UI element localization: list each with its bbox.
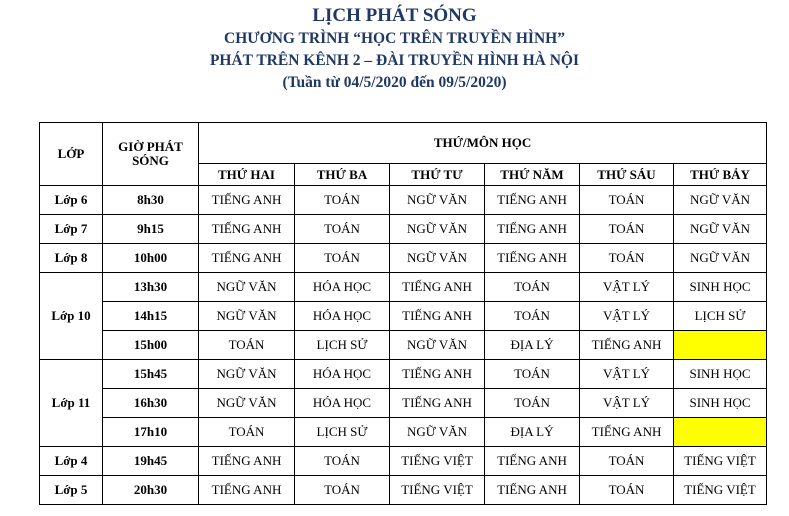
subject-cell: TOÁN: [295, 244, 390, 273]
subject-cell: NGỮ VĂN: [674, 215, 767, 244]
class-cell: Lớp 11: [40, 360, 103, 447]
table-row: [40, 186, 767, 215]
subject-cell: TOÁN: [580, 186, 674, 215]
subject-cell: VẬT LÝ: [580, 302, 674, 331]
subject-cell: TIẾNG ANH: [580, 418, 674, 447]
header-day: THỨ BẢY: [674, 164, 767, 186]
subject-cell: TOÁN: [485, 302, 580, 331]
subject-cell: TOÁN: [295, 476, 390, 505]
time-cell: 8h30: [103, 186, 199, 215]
subject-cell: TIẾNG ANH: [199, 476, 295, 505]
subject-cell: TIẾNG VIỆT: [390, 447, 485, 476]
class-cell: Lớp 4: [40, 447, 103, 476]
header-day: THỨ BA: [295, 164, 390, 186]
time-cell: 10h00: [103, 244, 199, 273]
subject-cell: LỊCH SỬ: [295, 331, 390, 360]
subject-cell: LỊCH SỬ: [674, 302, 767, 331]
subject-cell: NGỮ VĂN: [674, 186, 767, 215]
subject-cell: TOÁN: [295, 215, 390, 244]
header-day: THỨ TƯ: [390, 164, 485, 186]
subject-cell: TIẾNG ANH: [199, 447, 295, 476]
subject-cell: TOÁN: [485, 360, 580, 389]
subtitle-program: CHƯƠNG TRÌNH “HỌC TRÊN TRUYỀN HÌNH”: [224, 30, 565, 47]
header-gio: GIỜ PHÁT SÓNG: [103, 123, 199, 186]
subject-cell: TOÁN: [199, 331, 295, 360]
header-day: THỨ HAI: [199, 164, 295, 186]
subject-cell: HÓA HỌC: [295, 389, 390, 418]
subject-cell: VẬT LÝ: [580, 273, 674, 302]
time-cell: 20h30: [103, 476, 199, 505]
empty-highlight-cell: [674, 418, 767, 447]
subject-cell: TIẾNG ANH: [485, 447, 580, 476]
table-row: [40, 273, 767, 302]
subject-cell: NGỮ VĂN: [199, 302, 295, 331]
subject-cell: HÓA HỌC: [295, 302, 390, 331]
time-cell: 17h10: [103, 418, 199, 447]
time-cell: 15h45: [103, 360, 199, 389]
subject-cell: NGỮ VĂN: [674, 244, 767, 273]
subject-cell: TIẾNG ANH: [199, 215, 295, 244]
subject-cell: NGỮ VĂN: [199, 389, 295, 418]
header-day: THỨ SÁU: [580, 164, 674, 186]
subject-cell: TOÁN: [580, 447, 674, 476]
header-lop: LỚP: [40, 123, 103, 186]
class-cell: Lớp 5: [40, 476, 103, 505]
table-row: [40, 389, 767, 418]
subject-cell: NGỮ VĂN: [390, 186, 485, 215]
time-cell: 15h00: [103, 331, 199, 360]
subject-cell: TIẾNG ANH: [199, 186, 295, 215]
time-cell: 14h15: [103, 302, 199, 331]
subject-cell: SINH HỌC: [674, 273, 767, 302]
schedule-table: [39, 122, 767, 505]
subject-cell: NGỮ VĂN: [390, 418, 485, 447]
subject-cell: TOÁN: [295, 447, 390, 476]
class-cell: Lớp 8: [40, 244, 103, 273]
subject-cell: TIẾNG ANH: [390, 389, 485, 418]
subject-cell: TIẾNG VIỆT: [674, 476, 767, 505]
table-row: [40, 418, 767, 447]
subject-cell: TIẾNG ANH: [485, 244, 580, 273]
class-cell: Lớp 6: [40, 186, 103, 215]
subject-cell: TOÁN: [580, 476, 674, 505]
subject-cell: TIẾNG ANH: [199, 244, 295, 273]
subject-cell: TIẾNG VIỆT: [674, 447, 767, 476]
subject-cell: VẬT LÝ: [580, 360, 674, 389]
subject-cell: NGỮ VĂN: [390, 215, 485, 244]
time-cell: 19h45: [103, 447, 199, 476]
subject-cell: HÓA HỌC: [295, 273, 390, 302]
table-row: [40, 302, 767, 331]
subject-cell: SINH HỌC: [674, 360, 767, 389]
subject-cell: TIẾNG ANH: [485, 215, 580, 244]
subject-cell: TOÁN: [295, 186, 390, 215]
subject-cell: NGỮ VĂN: [390, 331, 485, 360]
table-row: [40, 447, 767, 476]
table-row: [40, 244, 767, 273]
subject-cell: TOÁN: [485, 389, 580, 418]
subject-cell: HÓA HỌC: [295, 360, 390, 389]
subject-cell: TOÁN: [580, 244, 674, 273]
subject-cell: TOÁN: [580, 215, 674, 244]
subject-cell: NGỮ VĂN: [199, 360, 295, 389]
table-row: [40, 360, 767, 389]
subject-cell: TIẾNG ANH: [390, 360, 485, 389]
time-cell: 16h30: [103, 389, 199, 418]
table-row: [40, 215, 767, 244]
subject-cell: NGỮ VĂN: [390, 244, 485, 273]
subject-cell: TIẾNG VIỆT: [390, 476, 485, 505]
subject-cell: VẬT LÝ: [580, 389, 674, 418]
header-thu-mon: THỨ/MÔN HỌC: [199, 123, 767, 164]
page-title: LỊCH PHÁT SÓNG: [312, 5, 477, 26]
subject-cell: TOÁN: [199, 418, 295, 447]
subject-cell: NGỮ VĂN: [199, 273, 295, 302]
subject-cell: TIẾNG ANH: [390, 273, 485, 302]
empty-highlight-cell: [674, 331, 767, 360]
class-cell: Lớp 10: [40, 273, 103, 360]
subject-cell: ĐỊA LÝ: [485, 418, 580, 447]
title-block: [0, 4, 789, 94]
table-row: [40, 476, 767, 505]
table-row: [40, 331, 767, 360]
class-cell: Lớp 7: [40, 215, 103, 244]
subject-cell: SINH HỌC: [674, 389, 767, 418]
subject-cell: ĐỊA LÝ: [485, 331, 580, 360]
subject-cell: TIẾNG ANH: [485, 186, 580, 215]
header-day: THỨ NĂM: [485, 164, 580, 186]
subject-cell: TOÁN: [485, 273, 580, 302]
subject-cell: TIẾNG ANH: [580, 331, 674, 360]
time-cell: 9h15: [103, 215, 199, 244]
subject-cell: LỊCH SỬ: [295, 418, 390, 447]
subject-cell: TIẾNG ANH: [390, 302, 485, 331]
subtitle-week: (Tuần từ 04/5/2020 đến 09/5/2020): [282, 74, 507, 91]
subtitle-channel: PHÁT TRÊN KÊNH 2 – ĐÀI TRUYỀN HÌNH HÀ NỘI: [209, 52, 580, 69]
time-cell: 13h30: [103, 273, 199, 302]
subject-cell: TIẾNG ANH: [485, 476, 580, 505]
